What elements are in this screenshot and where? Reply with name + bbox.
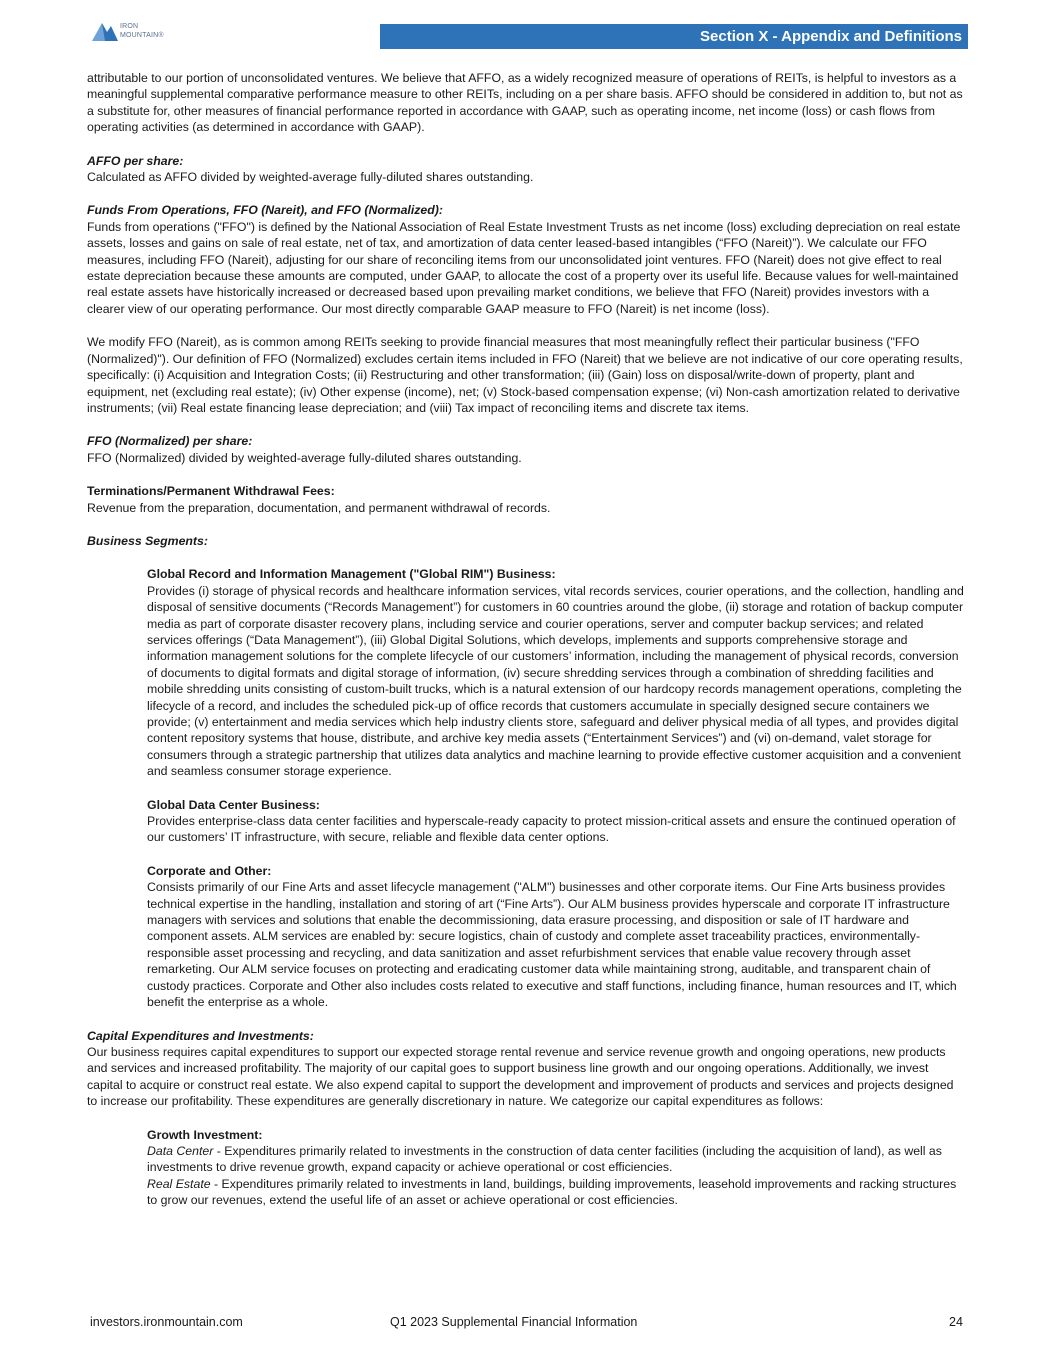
logo-line-1: IRON <box>120 23 139 30</box>
corporate-other-paragraph: Consists primarily of our Fine Arts and asset lifecycle management ("ALM") businesses and other corporate items. Our Fine Arts business provides technical expertise in the handling, installation and storing of art (“Fine Arts”). Our ALM business provides hyperscale and corporate IT infrastructure managers with services and solutions that enable the decommissioning, data erasure processing, and disposition or sale of IT hardware and component assets. ALM services are enabled by: secure logistics, chain of custody and complete asset traceability practices, environmentally-responsible asset processing and recycling, and data sanitization and asset refurbishment services that enable value recovery through asset remarketing. Our ALM service focuses on protecting and eradicating customer data while maintaining strong, auditable, and transparent chain of custody practices. Corporate and Other also includes costs related to executive and staff functions, including finance, human resources and IT, which benefit the enterprise as a whole. <box>147 880 957 1010</box>
affo-continuation-paragraph: attributable to our portion of unconsolidated ventures. We believe that AFFO, as a widely recognized measure of operations of REITs, is helpful to investors as a meaningful supplemental comparative performance measure to other REITs, including on a per share basis. AFFO should be considered in addition to, but not as a substitute for, other measures of financial performance reported in accordance with GAAP, such as operating income, net income (loss) or cash flows from operating activities (as determined in accordance with GAAP). <box>87 71 963 135</box>
ffo-paragraph-1: Funds from operations ("FFO") is defined by the National Association of Real Estate Investment Trusts as net income (loss) excluding depreciation on real estate assets, losses and gains on sale of real estate, net of tax, and amortization of data center leased-based intangibles (“FFO (Nareit)”). We calculate our FFO measures, including FFO (Nareit), adjusting for our share of reconciling items from our unconsolidated joint ventures. FFO (Nareit) does not give effect to real estate depreciation because these amounts are computed, under GAAP, to allocate the cost of a property over its useful life. Because values for well-maintained real estate assets have historically increased or decreased based upon prevailing market conditions, we believe that FFO (Nareit) provides investors with a clearer view of our operating performance. Our most directly comparable GAAP measure to FFO (Nareit) is net income (loss). <box>87 219 961 316</box>
ffo-normalized-per-share-heading: FFO (Normalized) per share: <box>87 434 253 449</box>
growth-real-estate-term: Real Estate <box>147 1176 211 1191</box>
affo-per-share-paragraph: Calculated as AFFO divided by weighted-average fully-diluted shares outstanding. <box>87 170 534 185</box>
business-segments-heading: Business Segments: <box>87 533 208 548</box>
footer-website: investors.ironmountain.com <box>90 1315 243 1329</box>
ffo-heading: Funds From Operations, FFO (Nareit), and FFO (Normalized): <box>87 203 443 218</box>
ffo-paragraph-2: We modify FFO (Nareit), as is common among REITs seeking to provide financial measures that most meaningfully reflect their particular business ("FFO (Normalized)"). Our definition of FFO (Normalized) excludes certain items included in FFO (Nareit) that we believe are not indicative of our core operating results, specifically: (i) Acquisition and Integration Costs; (ii) Restructuring and other transformation; (iii) (Gain) loss on disposal/write-down of property, plant and equipment, net (excluding real estate); (iv) Other expense (income), net; (v) Stock-based compensation expense; (vi) Non-cash amortization related to derivative instruments; (vii) Real estate financing lease depreciation; and (viii) Tax impact of reconciling items and discrete tax items. <box>87 335 963 415</box>
terminations-paragraph: Revenue from the preparation, documentation, and permanent withdrawal of records. <box>87 500 551 515</box>
growth-data-center-term: Data Center <box>147 1143 214 1158</box>
capex-heading: Capital Expenditures and Investments: <box>87 1028 314 1043</box>
corporate-other-heading: Corporate and Other: <box>147 863 272 878</box>
global-rim-paragraph: Provides (i) storage of physical records and healthcare information services, vital records services, courier operations, and the collection, handling and disposal of sensitive documents (“Records Management”) for customers in 60 countries around the globe, (ii) storage and rotation of backup computer media as part of corporate disaster recovery plans, including service and courier operations, server and computer backup services; and related services offerings (“Data Management”), (iii) Global Digital Solutions, which develops, implements and supports comprehensive storage and information management solutions for the complete lifecycle of our customers’ information, including the management of physical records, conversion of documents to digital formats and digital storage of information, (iv) secure shredding services through a combination of shredding facilities and mobile shredding units consisting of custom-built trucks, which is a natural extension of our hardcopy records management operations, completing the lifecycle of a record, and includes the scheduled pick-up of office records that customers accumulate in specially designed secure containers we provide; (v) entertainment and media services which help industry clients store, safeguard and deliver physical media of all types, and provides digital content repository systems that house, distribute, and archive key media assets (“Entertainment Services”) and (vi) on-demand, valet storage for consumers through a strategic partnership that utilizes data analytics and machine learning to provide effective customer acquisition and a convenient and seamless consumer storage experience. <box>147 583 964 779</box>
growth-investment-section <box>87 1127 967 1209</box>
terminations-heading: Terminations/Permanent Withdrawal Fees: <box>87 484 335 499</box>
global-rim-heading: Global Record and Information Management ("Global RIM") Business: <box>147 567 556 582</box>
data-center-paragraph: Provides enterprise-class data center facilities and hyperscale-ready capacity to protect mission-critical assets and ensure the continued operation of our customers’ IT infrastructure, with secure, reliable and flexible data center options. <box>147 814 956 845</box>
iron-mountain-logo <box>92 21 192 45</box>
logo-line-2: MOUNTAIN® <box>120 32 164 39</box>
business-segments-list <box>87 566 967 1010</box>
growth-data-center-item <box>147 1143 967 1176</box>
capex-paragraph: Our business requires capital expenditures to support our expected storage rental revenue and service revenue growth and ongoing operations, new products and services and increased profitability. The majority of our capital goes to support business line growth and our ongoing operations. Additionally, we invest capital to acquire or construct real estate. We also expend capital to support the development and improvement of products and services and projects designed to increase our profitability. These expenditures are generally discretionary in nature. We categorize our capital expenditures as follows: <box>87 1044 954 1109</box>
growth-investment-heading: Growth Investment: <box>147 1127 263 1142</box>
document-body <box>87 70 967 1209</box>
section-title-bar <box>380 24 968 49</box>
affo-per-share-heading: AFFO per share: <box>87 153 184 168</box>
growth-real-estate-text: - Expenditures primarily related to investments in land, buildings, building improvements, leasehold improvements and racking structures to grow our revenues, extend the useful life of an asset or achieve operational or cost efficiencies. <box>147 1176 957 1208</box>
logo-wordmark <box>120 22 164 40</box>
ffo-normalized-per-share-paragraph: FFO (Normalized) divided by weighted-average fully-diluted shares outstanding. <box>87 450 522 465</box>
mountain-logo-icon <box>92 21 118 41</box>
data-center-heading: Global Data Center Business: <box>147 797 320 812</box>
growth-real-estate-item <box>147 1176 967 1209</box>
growth-data-center-text: - Expenditures primarily related to investments in the construction of data center facilities (including the acquisition of land), as well as investments to drive revenue growth, expand capacity or achieve operational or cost efficiencies. <box>147 1143 942 1175</box>
section-title: Section X - Appendix and Definitions <box>700 28 962 45</box>
footer-page-number: 24 <box>949 1315 963 1329</box>
footer-document-title: Q1 2023 Supplemental Financial Information <box>390 1315 638 1329</box>
